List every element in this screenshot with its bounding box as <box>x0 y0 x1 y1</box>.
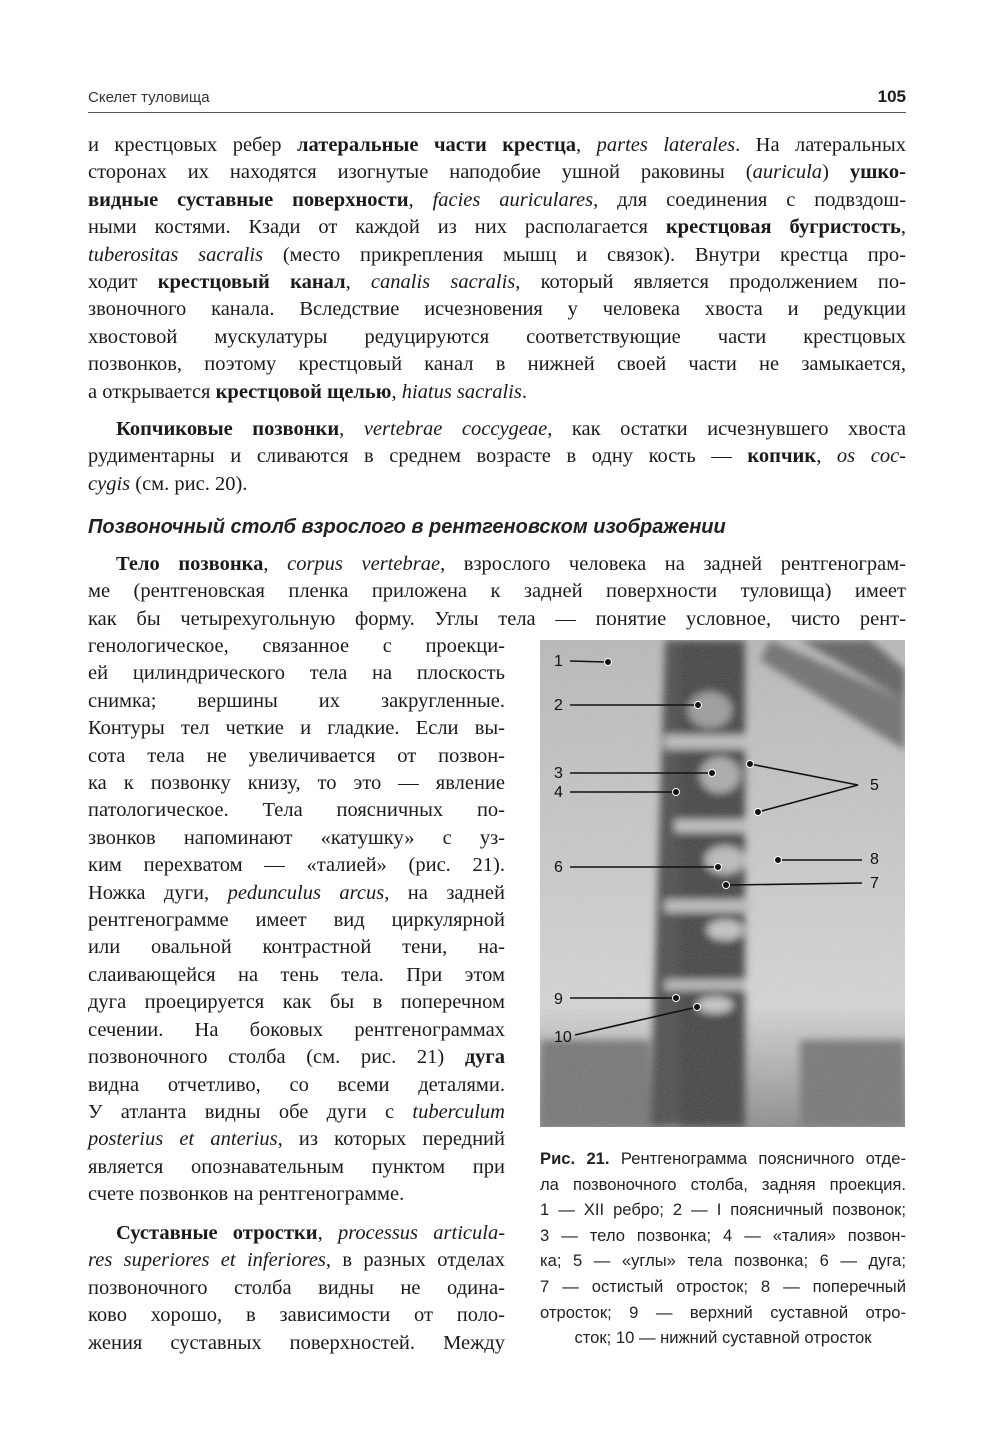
text-run: , <box>408 188 433 211</box>
latin-term: vertebrae coccygeae <box>363 418 548 440</box>
text-line <box>88 660 505 687</box>
text-line <box>88 880 505 907</box>
text-line <box>88 1247 505 1274</box>
text-line <box>88 633 505 660</box>
latin-term: processus articula- <box>337 1222 506 1244</box>
text-line <box>88 797 505 824</box>
text-run: ка; 5 — «углы» тела позвонка; 6 — дуга; <box>540 1251 906 1271</box>
text-run: дуга проецируется как бы в поперечном <box>88 991 505 1014</box>
figure-caption <box>540 1146 906 1351</box>
bold-term: Копчиковые позвонки <box>116 418 340 440</box>
text-run: , <box>576 134 597 156</box>
bold-term: крестцовой щелью <box>215 380 392 403</box>
text-line <box>88 715 505 742</box>
text-run: , <box>317 1222 338 1244</box>
text-run: и крестцовых ребер <box>88 134 298 156</box>
text-line <box>88 1181 505 1208</box>
text-line <box>88 743 505 770</box>
latin-term: res superiores et inferiores <box>88 1249 326 1272</box>
text-run: , как остатки исчезнувшего хвоста <box>547 418 907 440</box>
pointer-dot <box>709 770 716 777</box>
text-line <box>88 1275 505 1302</box>
text-run: ким перехватом — «талией» (рис. 21). <box>88 854 505 877</box>
text-run: . <box>521 380 527 403</box>
text-run: рентгенограмме имеет вид циркулярной <box>88 909 505 932</box>
text-run: 7 — остистый отросток; 8 — поперечный <box>540 1276 906 1296</box>
latin-term: hiatus sacralis <box>401 380 522 403</box>
bold-term: крестцовая бугристость <box>665 216 901 239</box>
text-line <box>88 825 505 852</box>
text-line <box>88 688 505 715</box>
text-line <box>540 1223 906 1249</box>
text-line <box>540 1325 906 1351</box>
text-run: снимка; вершины их закругленные. <box>88 689 505 712</box>
text-line <box>88 1044 505 1071</box>
text-line <box>88 1099 505 1126</box>
text-line <box>88 159 906 186</box>
text-line <box>88 416 906 443</box>
running-header-title: Скелет туловища <box>88 89 210 106</box>
figure-label: 7 <box>870 875 879 892</box>
paragraph-sacrum <box>88 132 906 406</box>
pointer-dot <box>605 659 612 666</box>
text-line <box>88 989 505 1016</box>
text-run: , в разных отделах <box>325 1249 505 1272</box>
pointer-dot <box>673 995 680 1002</box>
text-run: , <box>391 380 402 403</box>
paragraph-vertebral-body-narrow <box>88 633 505 1209</box>
text-line <box>88 1220 505 1247</box>
paragraph-articular-processes <box>88 1220 505 1357</box>
page-number: 105 <box>877 87 906 106</box>
text-run: слаивающейся на тень тела. При этом <box>88 963 505 986</box>
text-run: , который является продолжением по- <box>515 271 906 294</box>
text-run: ла позвоночного столба, задняя проекция. <box>540 1174 906 1194</box>
text-run: ) <box>822 161 850 184</box>
lumbar-spine-radiograph <box>540 640 905 1127</box>
text-line <box>88 1017 505 1044</box>
text-run: ными костями. Кзади от каждой из них располагается <box>88 216 666 239</box>
bold-term: копчик <box>747 445 817 468</box>
bold-term: латеральные части крестца <box>297 134 577 156</box>
text-line <box>88 214 906 241</box>
text-run: Контуры тел четкие и гладкие. Если вы- <box>88 717 505 740</box>
text-run: . На латеральных <box>735 134 907 156</box>
text-line <box>88 379 906 406</box>
pointer-dot <box>775 857 782 864</box>
text-line <box>88 962 505 989</box>
text-line <box>88 351 906 378</box>
paragraph-vertebral-body-wide <box>88 551 906 633</box>
text-run: видна отчетливо, со всеми деталями. <box>88 1073 505 1096</box>
text-run: , взрослого человека на задней рентгенограм- <box>440 553 906 575</box>
pointer-dot <box>673 789 680 796</box>
text-run: как бы четырехугольную форму. Углы тела — понятие условное, чисто рент- <box>88 607 906 630</box>
text-line <box>88 934 505 961</box>
text-line <box>540 1172 906 1198</box>
text-run: Рентгенограмма поясничного отде- <box>609 1149 906 1168</box>
text-line <box>88 551 906 578</box>
text-run: или овальной контрастной тени, на- <box>88 936 505 959</box>
text-run: жения суставных поверхностей. Между <box>88 1331 505 1354</box>
text-run: а открывается <box>88 380 216 403</box>
figure-label: 8 <box>870 851 879 868</box>
text-line <box>88 132 906 159</box>
bold-term: крестцовый канал <box>157 271 346 294</box>
text-run: , для соединения с подвздош- <box>593 188 907 211</box>
text-run: , <box>816 445 837 468</box>
pointer-dot <box>723 882 730 889</box>
text-line <box>88 324 906 351</box>
text-run: , из которых передний <box>277 1128 505 1151</box>
text-run: , <box>900 216 906 239</box>
latin-term: pedunculus arcus <box>227 881 385 904</box>
text-line <box>88 471 906 498</box>
text-line <box>88 1302 505 1329</box>
text-run: хвостовой мускулатуры редуцируются соответствующие части крестцовых <box>88 325 906 348</box>
latin-term: tuberculum <box>412 1100 505 1123</box>
paragraph-coccygeal-vertebrae <box>88 416 906 498</box>
text-line <box>540 1248 906 1274</box>
figure-label: 1 <box>554 653 563 670</box>
text-run: ка к позвонку книзу, то это — явление <box>88 772 505 795</box>
text-run: позвоночного столба (см. рис. 21) <box>88 1046 465 1069</box>
text-run: рудиментарны и сливаются в среднем возрасте в одну кость — <box>88 445 748 468</box>
text-line <box>88 606 906 633</box>
text-line <box>540 1274 906 1300</box>
text-run: 3 — тело позвонка; 4 — «талия» позвон- <box>540 1225 906 1245</box>
text-line <box>88 907 505 934</box>
text-line <box>88 1330 505 1357</box>
text-line <box>88 770 505 797</box>
text-run: , <box>339 418 364 440</box>
figure-label: 3 <box>554 765 563 782</box>
text-run: сота тела не увеличивается от позвон- <box>88 744 505 767</box>
text-run: (место прикрепления мышц и связок). Внутри крестца про- <box>263 243 906 266</box>
latin-term: tuberositas sacralis <box>88 243 264 266</box>
text-run: ей цилиндрического тела на плоскость <box>88 662 505 685</box>
text-run: позвоночного столба видны не одина- <box>88 1276 505 1299</box>
text-line <box>88 296 906 323</box>
latin-term: corpus vertebrae <box>287 553 441 575</box>
xray-figure <box>540 640 905 1127</box>
text-line <box>88 1072 505 1099</box>
text-run: сторонах их находятся изогнутые наподобие ушной раковины ( <box>88 161 753 184</box>
pointer-dot <box>694 1004 701 1011</box>
text-run: сечении. На боковых рентгенограммах <box>88 1018 505 1041</box>
text-line <box>88 269 906 296</box>
text-run: отросток; 9 — верхний суставной отро- <box>540 1302 906 1322</box>
text-line <box>540 1300 906 1326</box>
text-line <box>540 1146 906 1172</box>
text-run: (см. рис. 20). <box>130 472 248 495</box>
text-run: позвонков, поэтому крестцовый канал в нижней своей части не замыкается, <box>88 353 906 376</box>
figure-label: 4 <box>554 784 563 801</box>
bold-term: дуга <box>464 1046 505 1069</box>
latin-term: cygis <box>88 472 131 495</box>
pointer-dot <box>747 761 754 768</box>
text-run: ме (рентгеновская пленка приложена к задней поверхности туловища) имеет <box>88 580 906 603</box>
pointer-dot <box>695 702 702 709</box>
text-line <box>540 1197 906 1223</box>
text-run: , <box>345 271 371 294</box>
bold-term: видные суставные поверхности <box>88 188 409 211</box>
latin-term: canalis sacralis <box>370 271 516 294</box>
text-line <box>88 242 906 269</box>
text-run: сток; 10 — нижний суставной отросток <box>574 1328 872 1348</box>
text-run: ково хорошо, в зависимости от поло- <box>88 1304 505 1327</box>
text-run: ходит <box>88 271 158 294</box>
latin-term: os coc- <box>836 445 906 468</box>
pointer-dot <box>755 809 762 816</box>
text-run: 1 — XII ребро; 2 — I поясничный позвонок; <box>540 1200 906 1220</box>
text-run: У атланта видны обе дуги с <box>88 1100 413 1123</box>
figure-label: 2 <box>554 697 563 714</box>
running-header <box>88 86 906 113</box>
text-line <box>88 187 906 214</box>
text-run: счете позвонков на рентгенограмме. <box>88 1183 405 1206</box>
latin-term: facies auriculares <box>432 188 594 211</box>
latin-term: auricula <box>752 161 823 184</box>
bold-term: ушко- <box>849 161 907 184</box>
figure-label: 10 <box>554 1029 572 1046</box>
bold-term: Суставные отростки <box>116 1222 318 1244</box>
text-line <box>88 578 906 605</box>
text-run: звоночного канала. Вследствие исчезновения у человека хвоста и редукции <box>88 298 906 321</box>
text-line <box>88 1154 505 1181</box>
figure-label: 9 <box>554 991 563 1008</box>
text-line <box>88 443 906 470</box>
text-line <box>88 852 505 879</box>
text-line <box>88 1126 505 1153</box>
text-run: Ножка дуги, <box>88 881 228 904</box>
latin-term: posterius et anterius <box>88 1128 278 1151</box>
leader-line <box>570 661 606 662</box>
figure-label: 6 <box>554 859 563 876</box>
bold-term: Тело позвонка <box>116 553 264 575</box>
figure-label: 5 <box>870 777 879 794</box>
text-run: патологическое. Тела поясничных по- <box>88 799 505 822</box>
text-run: , на задней <box>384 881 506 904</box>
text-run: звонков напоминают «катушку» с уз- <box>88 826 505 849</box>
section-heading: Позвоночный столб взрослого в рентгеновском изображении <box>88 516 726 538</box>
pointer-dot <box>715 864 722 871</box>
text-run: , <box>263 553 288 575</box>
bold-term: Рис. 21. <box>540 1149 610 1168</box>
latin-term: partes laterales <box>596 134 736 156</box>
text-run: является опознавательным пунктом при <box>88 1155 505 1178</box>
text-run: генологическое, связанное с проекци- <box>88 635 505 657</box>
